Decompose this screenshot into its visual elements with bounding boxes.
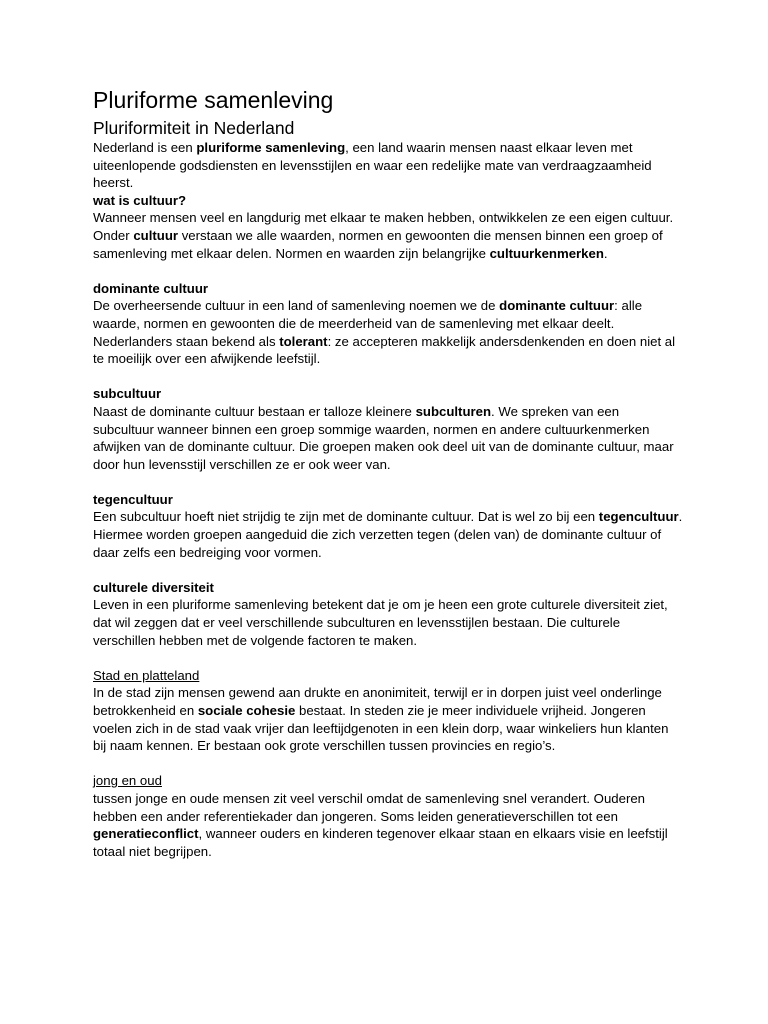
text-run: , wanneer ouders en kinderen tegenover elkaar staan en elkaars visie en leefstijl totaal niet begrijpen.	[93, 826, 668, 859]
text-run: : alle waarde, normen en gewoonten die de meerderheid van de samenleving met elkaar deelt. Nederlanders staan bekend als	[93, 298, 643, 349]
paragraph-spacer	[93, 755, 683, 773]
section-paragraph	[93, 297, 683, 367]
paragraph-spacer	[93, 561, 683, 579]
text-run: .	[603, 245, 608, 261]
section-paragraph	[93, 209, 683, 262]
text-run: . We spreken van een subcultuur wanneer binnen een groep sommige waarden, normen en andere cultuurkenmerken afwijken van de dominante cultuur. Die groepen maken ook deel uit van de dominante cultuur, maar door hun levensstijl verschillen ze er ook weer van.	[93, 403, 674, 472]
text-run: bestaat. In steden zie je meer individuele vrijheid. Jongeren voelen zich in de stad vaak vrijer dan leeftijdgenoten in een klein dorp, waar winkeliers hun klanten bij naam kennen. Er bestaan ook grote verschillen tussen provincies en regio’s.	[93, 703, 669, 754]
section-heading: dominante cultuur	[93, 280, 209, 296]
bold-term: generatieconflict	[93, 826, 199, 842]
section-heading: subcultuur	[93, 386, 162, 402]
text-run: Een subcultuur hoeft niet strijdig te zijn met de dominante cultuur. Dat is wel zo bij een	[93, 509, 599, 525]
text-run: : ze accepteren makkelijk andersdenkenden en doen niet al te moeilijk over een afwijkende leefstijl.	[93, 333, 676, 367]
text-run: In de stad zijn mensen gewend aan drukte en anonimiteit, terwijl er in dorpen juist veel onderlinge betrokkenheid en	[93, 685, 662, 718]
section-heading: jong en oud	[93, 773, 162, 789]
text-run: Naast de dominante cultuur bestaan er talloze kleinere	[93, 403, 416, 419]
bold-term: sociale cohesie	[197, 703, 296, 718]
paragraph-spacer	[93, 473, 683, 491]
bold-term: cultuur	[133, 227, 179, 243]
text-run: Wanneer mensen veel en langdurig met elkaar te maken hebben, ontwikkelen ze een eigen cultuur. Onder	[93, 210, 674, 243]
paragraph-spacer	[93, 262, 683, 280]
text-run: tussen jonge en oude mensen zit veel verschil omdat de samenleving snel verandert. Ouderen hebben een ander referentiekader dan jongeren. Soms leiden generatieverschillen tot een	[93, 790, 646, 824]
bold-term: tegencultuur	[598, 509, 679, 525]
section-heading: wat is cultuur?	[93, 192, 187, 208]
intro-paragraph	[93, 139, 683, 192]
section-paragraph	[93, 684, 683, 754]
section-paragraph	[93, 790, 683, 860]
bold-term: subculturen	[415, 403, 492, 419]
bold-term: pluriforme samenleving	[196, 140, 346, 155]
section-paragraph	[93, 596, 683, 649]
section-paragraph	[93, 403, 683, 473]
text-run: Leven in een pluriforme samenleving betekent dat je om je heen een grote culturele diversiteit ziet, dat wil zeggen dat er veel verschillende subculturen en levensstijlen bestaan. Die culturele verschillen hebben met de volgende factoren te maken.	[93, 597, 668, 648]
section-paragraph	[93, 508, 683, 561]
paragraph-spacer	[93, 368, 683, 386]
text-run: verstaan we alle waarden, normen en gewoonten die mensen binnen een groep of samenleving met elkaar delen. Normen en waarden zijn belangrijke	[93, 227, 663, 261]
text-run: , een land waarin mensen naast elkaar leven met uiteenlopende godsdiensten en levensstijlen en waar een redelijke mate van verdraagzaamheid heerst.	[93, 140, 652, 191]
section-heading: culturele diversiteit	[93, 579, 214, 595]
bold-term: cultuurkenmerken	[489, 245, 604, 261]
document-subtitle: Pluriformiteit in Nederland	[93, 118, 295, 138]
bold-term: dominante cultuur	[499, 298, 615, 314]
text-run: . Hiermee worden groepen aangeduid die zich verzetten tegen (delen van) de dominante cultuur of daar zelfs een bedreiging voor vormen.	[93, 509, 683, 560]
document-body	[93, 139, 683, 860]
paragraph-spacer	[93, 649, 683, 667]
section-heading: Stad en platteland	[93, 667, 200, 683]
document-title: Pluriforme samenleving	[93, 87, 334, 113]
text-run: Nederland is een	[93, 140, 197, 155]
bold-term: tolerant	[279, 333, 328, 349]
section-heading: tegencultuur	[93, 491, 173, 507]
text-run: De overheersende cultuur in een land of samenleving noemen we de	[93, 298, 500, 314]
